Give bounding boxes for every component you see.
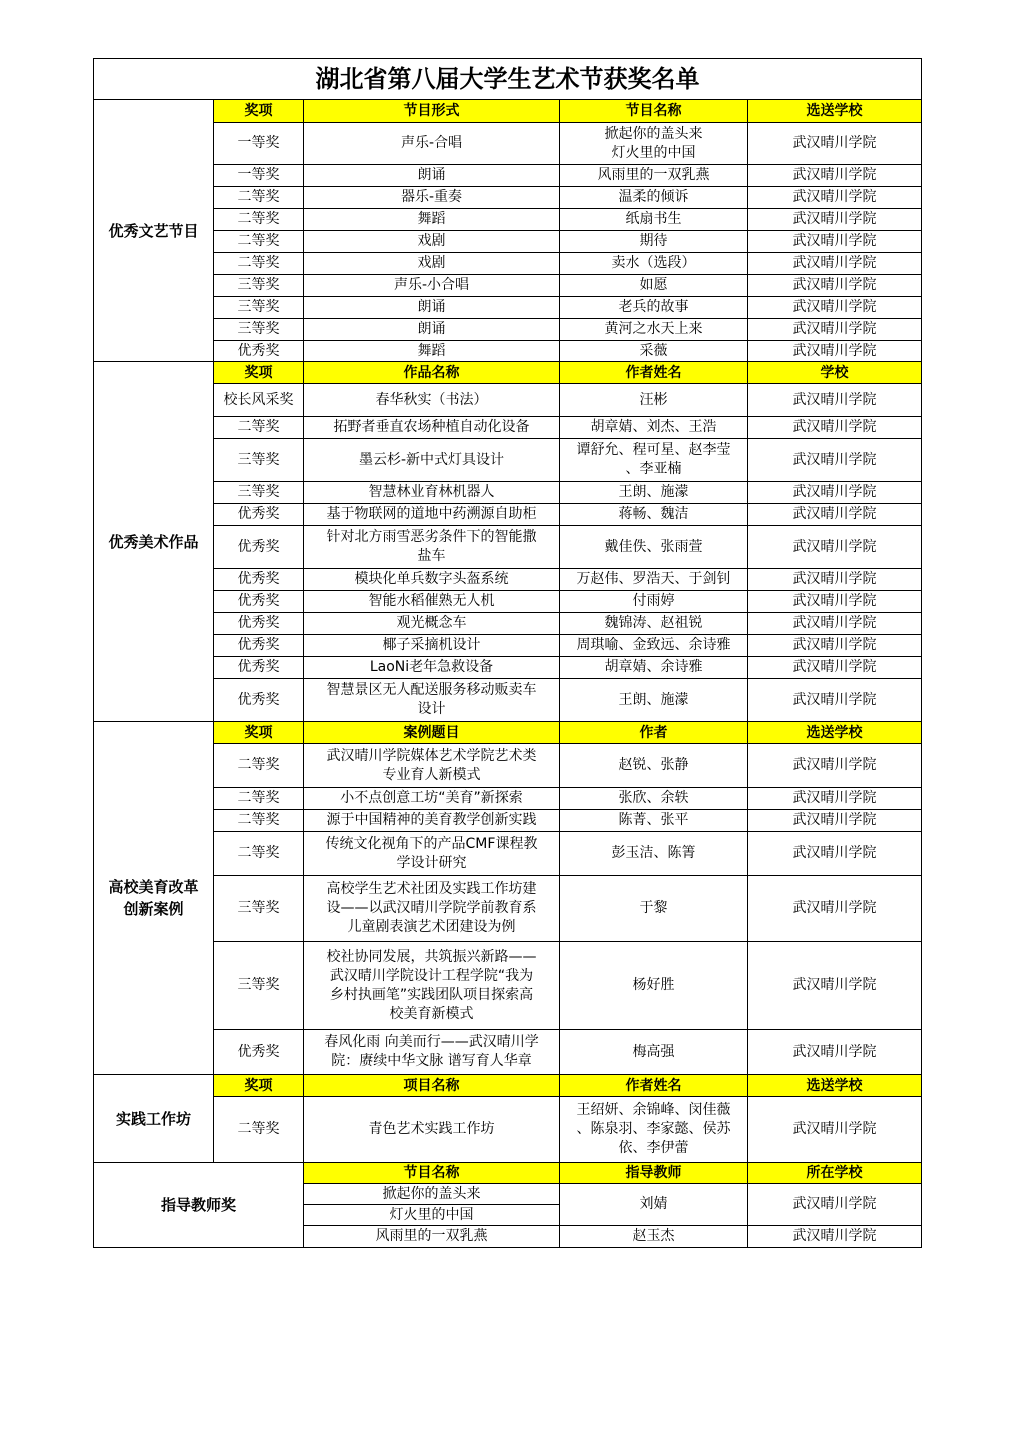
cell: 黄河之水天上来 [560, 319, 748, 341]
cell: 二等奖 [214, 187, 304, 209]
table-row [94, 504, 922, 526]
table-row [94, 613, 922, 635]
cell: 武汉晴川学院 [748, 942, 922, 1030]
cell: 武汉晴川学院 [748, 231, 922, 253]
cell: 优秀奖 [214, 569, 304, 591]
table-row [94, 209, 922, 231]
header-cell: 选送学校 [748, 1075, 922, 1097]
table-row [94, 569, 922, 591]
cell: 三等奖 [214, 297, 304, 319]
cell: 春华秋实（书法） [304, 384, 560, 417]
header-cell: 奖项 [214, 1075, 304, 1097]
cell: 三等奖 [214, 319, 304, 341]
table-row [94, 482, 922, 504]
category-label: 高校美育改革 创新案例 [94, 722, 214, 1075]
table-row [94, 439, 922, 482]
cell: 王绍妍、余锦峰、闵佳薇 、陈泉羽、李家懿、侯苏 依、李伊蕾 [560, 1097, 748, 1163]
category-label: 实践工作坊 [94, 1075, 214, 1163]
cell: 三等奖 [214, 439, 304, 482]
cell: 一等奖 [214, 165, 304, 187]
cell: 二等奖 [214, 417, 304, 439]
cell: 武汉晴川学院 [748, 1030, 922, 1075]
cell: 魏锦涛、赵祖锐 [560, 613, 748, 635]
table-row [94, 297, 922, 319]
cell: 胡章婧、刘杰、王浩 [560, 417, 748, 439]
cell: 武汉晴川学院 [748, 635, 922, 657]
table-row [94, 253, 922, 275]
header-cell: 奖项 [214, 100, 304, 123]
table-row [94, 1097, 922, 1163]
cell: 春风化雨 向美而行——武汉晴川学 院：赓续中华文脉 谱写育人华章 [304, 1030, 560, 1075]
cell: 彭玉洁、陈箐 [560, 832, 748, 876]
cell: 优秀奖 [214, 504, 304, 526]
table-row [94, 341, 922, 362]
cell: 期待 [560, 231, 748, 253]
header-row [94, 1163, 922, 1184]
cell: 杨好胜 [560, 942, 748, 1030]
table-row [94, 187, 922, 209]
table-row [94, 591, 922, 613]
cell: 戴佳佚、张雨萱 [560, 526, 748, 569]
cell: 赵玉杰 [560, 1226, 748, 1248]
header-cell: 指导教师 [560, 1163, 748, 1184]
cell: 武汉晴川学院 [748, 788, 922, 810]
cell: 智能水稻催熟无人机 [304, 591, 560, 613]
cell: 武汉晴川学院 [748, 657, 922, 679]
cell: 声乐-小合唱 [304, 275, 560, 297]
cell: 二等奖 [214, 810, 304, 832]
cell: 优秀奖 [214, 591, 304, 613]
cell: 武汉晴川学院 [748, 123, 922, 165]
table-row [94, 810, 922, 832]
cell: 武汉晴川学院 [748, 384, 922, 417]
header-cell: 学校 [748, 362, 922, 384]
cell: 二等奖 [214, 788, 304, 810]
cell: 王朗、施濛 [560, 679, 748, 722]
cell: 武汉晴川学院 [748, 679, 922, 722]
table-row [94, 657, 922, 679]
cell: 风雨里的一双乳燕 [304, 1226, 560, 1248]
table-row [94, 744, 922, 788]
cell: 戏剧 [304, 231, 560, 253]
cell: 器乐-重奏 [304, 187, 560, 209]
cell: 优秀奖 [214, 657, 304, 679]
category-label: 指导教师奖 [94, 1163, 304, 1248]
cell: 拓野者垂直农场种植自动化设备 [304, 417, 560, 439]
cell: 武汉晴川学院 [748, 876, 922, 942]
cell: 二等奖 [214, 209, 304, 231]
cell: 二等奖 [214, 744, 304, 788]
cell: LaoNi老年急救设备 [304, 657, 560, 679]
cell: 朗诵 [304, 319, 560, 341]
cell: 武汉晴川学院 [748, 253, 922, 275]
cell: 小不点创意工坊“美育”新探索 [304, 788, 560, 810]
cell: 戏剧 [304, 253, 560, 275]
cell: 武汉晴川学院 [748, 439, 922, 482]
award-document [93, 58, 921, 1248]
table-row [94, 1030, 922, 1075]
header-cell: 所在学校 [748, 1163, 922, 1184]
table-row [94, 417, 922, 439]
cell: 武汉晴川学院 [748, 591, 922, 613]
header-cell: 作品名称 [304, 362, 560, 384]
cell: 武汉晴川学院媒体艺术学院艺术类 专业育人新模式 [304, 744, 560, 788]
cell: 优秀奖 [214, 679, 304, 722]
table-row [94, 319, 922, 341]
cell: 朗诵 [304, 297, 560, 319]
cell: 武汉晴川学院 [748, 526, 922, 569]
cell: 校长风采奖 [214, 384, 304, 417]
table-row [94, 165, 922, 187]
cell: 武汉晴川学院 [748, 319, 922, 341]
cell: 三等奖 [214, 876, 304, 942]
cell: 校社协同发展，共筑振兴新路—— 武汉晴川学院设计工程学院“我为 乡村执画笔”实践团队项目探索高 校美育新模式 [304, 942, 560, 1030]
page-title: 湖北省第八届大学生艺术节获奖名单 [94, 59, 922, 100]
cell: 一等奖 [214, 123, 304, 165]
table-row [94, 526, 922, 569]
cell: 武汉晴川学院 [748, 1184, 922, 1226]
cell: 声乐-合唱 [304, 123, 560, 165]
table-row [94, 832, 922, 876]
cell: 优秀奖 [214, 635, 304, 657]
cell: 墨云杉-新中式灯具设计 [304, 439, 560, 482]
cell: 武汉晴川学院 [748, 297, 922, 319]
cell: 采薇 [560, 341, 748, 362]
cell: 于黎 [560, 876, 748, 942]
header-cell: 奖项 [214, 722, 304, 744]
header-cell: 作者 [560, 722, 748, 744]
header-cell: 项目名称 [304, 1075, 560, 1097]
header-row [94, 1075, 922, 1097]
cell: 二等奖 [214, 832, 304, 876]
cell: 武汉晴川学院 [748, 165, 922, 187]
table-row [94, 123, 922, 165]
cell: 三等奖 [214, 942, 304, 1030]
cell: 纸扇书生 [560, 209, 748, 231]
cell: 周琪喻、金致远、余诗雅 [560, 635, 748, 657]
cell: 武汉晴川学院 [748, 341, 922, 362]
table-row [94, 788, 922, 810]
cell: 武汉晴川学院 [748, 832, 922, 876]
cell: 智慧景区无人配送服务移动贩卖车 设计 [304, 679, 560, 722]
cell: 基于物联网的道地中药溯源自助柜 [304, 504, 560, 526]
cell: 武汉晴川学院 [748, 569, 922, 591]
cell: 二等奖 [214, 231, 304, 253]
cell: 武汉晴川学院 [748, 1226, 922, 1248]
header-cell: 奖项 [214, 362, 304, 384]
cell: 武汉晴川学院 [748, 613, 922, 635]
cell: 如愿 [560, 275, 748, 297]
cell: 椰子采摘机设计 [304, 635, 560, 657]
cell: 武汉晴川学院 [748, 417, 922, 439]
header-row [94, 722, 922, 744]
cell: 王朗、施濛 [560, 482, 748, 504]
cell: 万赵伟、罗浩天、于剑钊 [560, 569, 748, 591]
header-cell: 作者姓名 [560, 1075, 748, 1097]
cell: 武汉晴川学院 [748, 275, 922, 297]
cell: 三等奖 [214, 482, 304, 504]
cell: 舞蹈 [304, 209, 560, 231]
cell: 武汉晴川学院 [748, 744, 922, 788]
cell: 谭舒允、程可星、赵李莹 、李亚楠 [560, 439, 748, 482]
cell: 源于中国精神的美育教学创新实践 [304, 810, 560, 832]
cell: 掀起你的盖头来 [304, 1184, 560, 1205]
cell: 武汉晴川学院 [748, 504, 922, 526]
cell: 武汉晴川学院 [748, 209, 922, 231]
cell: 青色艺术实践工作坊 [304, 1097, 560, 1163]
cell: 风雨里的一双乳燕 [560, 165, 748, 187]
header-cell: 作者姓名 [560, 362, 748, 384]
category-label: 优秀美术作品 [94, 362, 214, 722]
header-row [94, 362, 922, 384]
cell: 温柔的倾诉 [560, 187, 748, 209]
cell: 朗诵 [304, 165, 560, 187]
cell: 优秀奖 [214, 613, 304, 635]
cell: 模块化单兵数字头盔系统 [304, 569, 560, 591]
award-table [93, 58, 922, 1248]
header-cell: 选送学校 [748, 100, 922, 123]
cell: 老兵的故事 [560, 297, 748, 319]
table-row [94, 384, 922, 417]
cell: 掀起你的盖头来 灯火里的中国 [560, 123, 748, 165]
table-row [94, 679, 922, 722]
cell: 陈菁、张平 [560, 810, 748, 832]
table-row [94, 635, 922, 657]
cell: 观光概念车 [304, 613, 560, 635]
cell: 武汉晴川学院 [748, 810, 922, 832]
cell: 智慧林业育林机器人 [304, 482, 560, 504]
cell: 梅高强 [560, 1030, 748, 1075]
cell: 舞蹈 [304, 341, 560, 362]
table-row [94, 876, 922, 942]
cell: 蒋畅、魏洁 [560, 504, 748, 526]
cell: 付雨婷 [560, 591, 748, 613]
cell: 传统文化视角下的产品CMF课程教 学设计研究 [304, 832, 560, 876]
header-cell: 案例题目 [304, 722, 560, 744]
cell: 武汉晴川学院 [748, 482, 922, 504]
cell: 武汉晴川学院 [748, 187, 922, 209]
table-row [94, 275, 922, 297]
cell: 三等奖 [214, 275, 304, 297]
header-cell: 选送学校 [748, 722, 922, 744]
cell: 武汉晴川学院 [748, 1097, 922, 1163]
cell: 二等奖 [214, 253, 304, 275]
cell: 高校学生艺术社团及实践工作坊建 设——以武汉晴川学院学前教育系 儿童剧表演艺术团建设为例 [304, 876, 560, 942]
table-row [94, 942, 922, 1030]
cell: 汪彬 [560, 384, 748, 417]
cell: 优秀奖 [214, 1030, 304, 1075]
cell: 针对北方雨雪恶劣条件下的智能撒 盐车 [304, 526, 560, 569]
header-cell: 节目名称 [304, 1163, 560, 1184]
table-row [94, 231, 922, 253]
cell: 赵锐、张静 [560, 744, 748, 788]
cell: 优秀奖 [214, 526, 304, 569]
cell: 优秀奖 [214, 341, 304, 362]
cell: 张欣、余轶 [560, 788, 748, 810]
cell: 灯火里的中国 [304, 1205, 560, 1226]
cell: 卖水（选段） [560, 253, 748, 275]
header-cell: 节目名称 [560, 100, 748, 123]
cell: 刘婧 [560, 1184, 748, 1226]
cell: 胡章婧、余诗雅 [560, 657, 748, 679]
cell: 二等奖 [214, 1097, 304, 1163]
header-row [94, 100, 922, 123]
header-cell: 节目形式 [304, 100, 560, 123]
category-label: 优秀文艺节目 [94, 100, 214, 362]
